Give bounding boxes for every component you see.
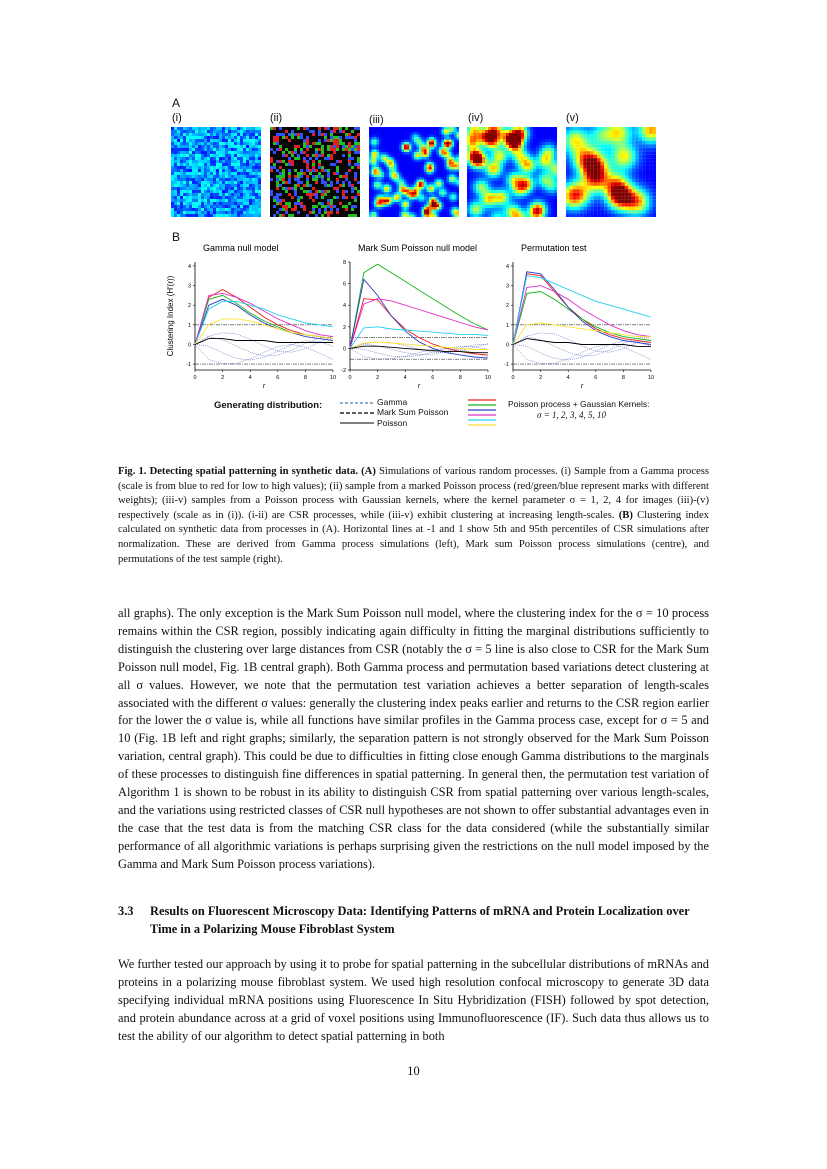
- x-tick-label: 2: [221, 375, 225, 381]
- heatmap-gamma-process: [171, 127, 261, 217]
- figure-caption: [118, 465, 709, 567]
- x-axis-label: r: [262, 383, 266, 390]
- body-paragraph-1: all graphs). The only exception is the Mark Sum Poisson null model, where the clustering index for the σ = 10 process remains within the CSR region, possibly indicating again difficulty in fitting the marginal distributions sufficiently to distinguish the clustering over large distances from CSR (notably the σ = 5 line is also close to CSR for the Mark Sum Poisson null model, Fig. 1B central graph). Both Gamma process and permutation based variations detect clustering at all σ values. However, we note that the permutation test variation achieves a better separation of length-scales associated with the different σ values: generally the clustering index peaks earlier and returns to the CSR region earlier for the lower the σ value is, while all functions have similar profiles in the Gamma process case, except for σ = 5 and 10 (Fig. 1B left and right graphs; similarly, the separation pattern is not strongly observed for the Mark Sum Poisson variation, central graph). This could be due to difficulties in fitting close enough Gamma distributions to the marginals of these processes to distinguish fine differences in spatial patterning. In general then, the permutation test variation of Algorithm 1 is shown to be robust in its ability to distinguish CSR from spatial patterning over various length-scales, and the variations using restricted classes of CSR null hypotheses are not shown to offer substantial advantages even in the case that the test data is from the matching CSR class for the data considered (while the substantially similar performance of all algorithmic variations is perhaps surprising given the restrictions on the null model imposed by the Gamma and Mark Sum Poisson process variations).: [118, 606, 709, 871]
- series-line: [350, 264, 488, 348]
- x-tick-label: 8: [303, 375, 307, 381]
- legend-sigma-values: σ = 1, 2, 3, 4, 5, 10: [537, 410, 607, 420]
- caption-b-label: (B): [618, 509, 633, 521]
- x-tick-label: 8: [458, 375, 462, 381]
- null-simulation-trace: [513, 341, 651, 360]
- caption-text-a: Simulations of various random processes. (i) Sample from a Gamma process (scale is from blue to red for low to high values); (ii) sample from a marked Poisson process (red/green/blue represent marks with different weights); (iii-v) samples from a Poisson process with Gaussian kernels, where the kernel parameter σ = 1, 2, 4 for images (iii)-(v) respectively (scale as in (i)). (i-ii) are CSR processes, while (iii-v) exhibit clustering at increasing length-scales.: [118, 466, 709, 521]
- subpanel-label-iv: (iv): [468, 112, 484, 124]
- x-tick-label: 6: [431, 375, 435, 381]
- y-tick-label: 1: [187, 322, 191, 329]
- legend-label-gamma: Gamma: [377, 397, 408, 407]
- subpanel-label-ii: (ii): [270, 112, 283, 124]
- x-axis-label: r: [417, 383, 421, 390]
- y-tick-label: 2: [505, 303, 509, 310]
- series-line: [195, 339, 333, 345]
- panel-b-label: B: [172, 230, 181, 244]
- caption-text-b: Clustering index calculated on synthetic data from processes in (A). Horizontal lines at -1 and 1 show 5th and 95th percentiles of CSR simulations after normalization. These are derived from Gamma process simulations (left), Mark sum Poisson process simulations (centre), and permutations of the test sample (right).: [118, 509, 709, 565]
- x-tick-label: 10: [329, 375, 337, 381]
- subpanel-label-i: (i): [172, 112, 182, 124]
- y-tick-label: -1: [186, 362, 191, 369]
- series-line: [195, 295, 333, 344]
- section-number: 3.3: [118, 904, 134, 918]
- null-simulation-trace: [350, 348, 488, 359]
- x-axis-label: r: [580, 383, 584, 390]
- series-line: [513, 272, 651, 345]
- series-line: [513, 292, 651, 345]
- legend-line-poisson: [340, 419, 374, 427]
- legend-line-gamma: [340, 399, 374, 407]
- x-tick-label: 0: [348, 375, 352, 381]
- legend-label-poisson: Poisson: [377, 418, 408, 428]
- x-tick-label: 2: [539, 375, 543, 381]
- y-tick-label: 0: [505, 342, 509, 349]
- heatmap-gaussian-sigma-4: [566, 127, 656, 217]
- chart-title: Permutation test: [521, 243, 587, 253]
- null-simulation-trace: [195, 345, 333, 364]
- null-simulation-trace: [195, 337, 333, 356]
- x-tick-label: 10: [647, 375, 655, 381]
- x-tick-label: 4: [403, 375, 407, 381]
- series-line: [350, 342, 488, 350]
- series-line: [195, 293, 333, 344]
- x-tick-label: 2: [376, 375, 380, 381]
- x-tick-label: 6: [276, 375, 280, 381]
- legend-gaussian-swatches: [466, 397, 498, 429]
- null-simulation-trace: [195, 341, 333, 360]
- x-tick-label: 0: [511, 375, 515, 381]
- y-tick-label: 0: [342, 346, 346, 353]
- y-tick-label: 8: [342, 260, 346, 266]
- null-simulation-trace: [513, 345, 651, 364]
- series-line: [350, 346, 488, 353]
- y-tick-label: 1: [505, 322, 509, 329]
- y-tick-label: 4: [505, 263, 509, 270]
- y-tick-label: 4: [187, 263, 191, 270]
- series-line: [350, 299, 488, 349]
- y-tick-label: 4: [342, 303, 346, 310]
- section-title: Results on Fluorescent Microscopy Data: Identifying Patterns of mRNA and Protein Localization over Time in a Polarizing Mouse Fibroblast System: [150, 904, 690, 936]
- clustering-index-charts: [160, 240, 680, 390]
- caption-lead: Fig. 1. Detecting spatial patterning in synthetic data. (A): [118, 466, 376, 477]
- y-tick-label: 0: [187, 342, 191, 349]
- legend-gaussian-heading: Poisson process + Gaussian Kernels:: [508, 399, 650, 409]
- panel-a-label: A: [172, 96, 181, 110]
- y-tick-label: -1: [504, 362, 509, 369]
- y-tick-label: 3: [505, 283, 509, 290]
- subpanel-label-iii: (iii): [369, 114, 384, 126]
- body-paragraph-2: We further tested our approach by using it to probe for spatial patterning in the subcellular distributions of mRNAs and proteins in a polarizing mouse fibroblast system. We used high resolution confocal microscopy to generate 3D data specifying individual mRNA positions using Fluorescence In Situ Hybridization (FISH) followed by spot detection, and protein abundance across at a grid of voxel positions using Immunofluorescence (IF). Such data thus allows us to test the ability of our algorithm to detect spatial patterning in both: [118, 957, 709, 1043]
- y-tick-label: -2: [341, 368, 346, 374]
- page-number: 10: [407, 1064, 420, 1078]
- chart-title: Mark Sum Poisson null model: [358, 243, 478, 253]
- subpanel-label-v: (v): [566, 112, 579, 124]
- heatmap-gaussian-sigma-1: [369, 127, 459, 217]
- y-tick-label: 6: [342, 281, 346, 288]
- x-tick-label: 0: [193, 375, 197, 381]
- legend-line-marksum: [340, 409, 374, 417]
- y-axis-label: Clustering Index (H′(r)): [166, 275, 175, 357]
- heatmap-marked-poisson: [270, 127, 360, 217]
- x-tick-label: 8: [621, 375, 625, 381]
- y-tick-label: 3: [187, 283, 191, 290]
- y-tick-label: 2: [187, 303, 191, 310]
- heatmap-gaussian-sigma-2: [467, 127, 557, 217]
- series-line: [513, 276, 651, 345]
- x-tick-label: 4: [566, 375, 570, 381]
- legend-label-marksum: Mark Sum Poisson: [377, 407, 449, 417]
- legend-heading: Generating distribution:: [214, 400, 323, 411]
- chart-title: Gamma null model: [203, 243, 279, 253]
- y-tick-label: 2: [342, 324, 346, 331]
- x-tick-label: 10: [484, 375, 492, 381]
- x-tick-label: 4: [248, 375, 252, 381]
- x-tick-label: 6: [594, 375, 598, 381]
